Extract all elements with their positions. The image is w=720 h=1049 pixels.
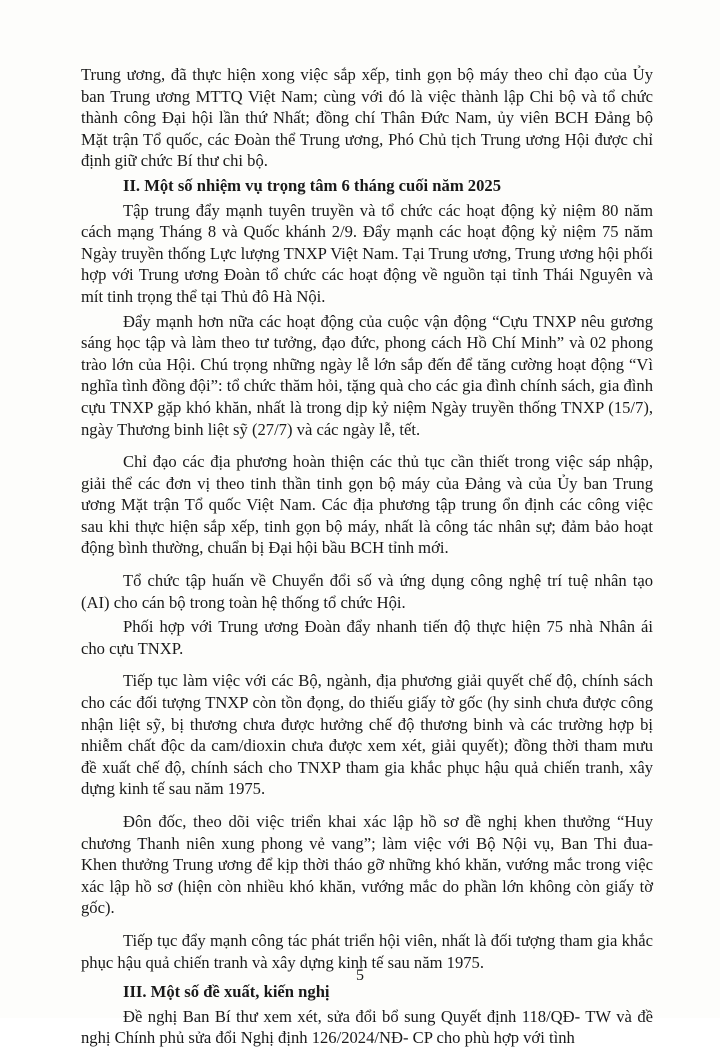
paragraph-membership: Tiếp tục đẩy mạnh công tác phát triển hội viên, nhất là đối tượng tham gia khắc phục hậu quả chiến tranh và xây dựng kinh tế sau năm 1975. [81, 930, 653, 972]
section-heading-iii: III. Một số đề xuất, kiến nghị [123, 982, 330, 1002]
paragraph-proposal: Đề nghị Ban Bí thư xem xét, sửa đổi bổ sung Quyết định 118/QĐ- TW và đề nghị Chính phủ sửa đổi Nghị định 126/2024/NĐ- CP cho phù hợp với tình [81, 1006, 653, 1048]
paragraph-charity-houses: Phối hợp với Trung ương Đoàn đẩy nhanh tiến độ thực hiện 75 nhà Nhân ái cho cựu TNXP. [81, 617, 653, 658]
paragraph-restructuring: Chỉ đạo các địa phương hoàn thiện các thủ tục cần thiết trong việc sáp nhập, giải thể các đơn vị theo tinh thần tinh gọn bộ máy của Đảng và của Ủy ban Trung ương Mặt trận Tổ quốc Việt Nam. Các địa phương tập trung ổn định các công việc sau khi thực hiện sắp xếp, tinh gọn bộ máy, nhất là công tác nhân sự; đảm bảo hoạt động bình thường, chuẩn bị Đại hội bầu BCH tỉnh mới. [81, 452, 653, 558]
paragraph-commemoration: Tập trung đẩy mạnh tuyên truyền và tổ chức các hoạt động kỷ niệm 80 năm cách mạng Tháng 8 và Quốc khánh 2/9. Đẩy mạnh các hoạt động kỷ niệm 75 năm Ngày truyền thống Lực lượng TNXP Việt Nam. Tại Trung ương, Trung ương hội phối hợp với Trung ương Đoàn tổ chức các hoạt động về nguồn tại tỉnh Thái Nguyên và mít tinh trọng thể tại Thủ đô Hà Nội. [81, 200, 653, 306]
page-number: 5 [356, 967, 364, 984]
paragraph-campaign: Đẩy mạnh hơn nữa các hoạt động của cuộc vận động “Cựu TNXP nêu gương sáng học tập và làm theo tư tưởng, đạo đức, phong cách Hồ Chí Minh” và 02 phong trào lớn của Hội. Chú trọng những ngày lễ lớn sắp đến để tăng cường hoạt động “Vì nghĩa tình đồng đội”: tổ chức thăm hỏi, tặng quà cho các gia đình chính sách, gia đình cựu TNXP gặp khó khăn, nhất là trong dịp kỷ niệm Ngày truyền thống TNXP (15/7), ngày Thương binh liệt sỹ (27/7) và các ngày lễ, tết. [81, 311, 653, 439]
paragraph-continued: Trung ương, đã thực hiện xong việc sắp xếp, tinh gọn bộ máy theo chỉ đạo của Ủy ban Trung ương MTTQ Việt Nam; cùng với đó là việc thành lập Chi bộ và tổ chức thành công Đại hội lần thứ Nhất; đồng chí Thân Đức Nam, ủy viên BCH Đảng bộ Mặt trận Tổ quốc, các Đoàn thể Trung ương, Phó Chủ tịch Trung ương Hội được chỉ định giữ chức Bí thư chi bộ. [81, 65, 653, 171]
paragraph-medal: Đôn đốc, theo dõi việc triển khai xác lập hồ sơ đề nghị khen thưởng “Huy chương Thanh niên xung phong vẻ vang”; làm việc với Bộ Nội vụ, Ban Thi đua- Khen thưởng Trung ương để kịp thời tháo gỡ những khó khăn, vướng mắc trong việc xác lập hồ sơ (hiện còn nhiều khó khăn, vướng mắc do phần lớn không còn giấy tờ gốc). [81, 812, 653, 918]
section-heading-ii: II. Một số nhiệm vụ trọng tâm 6 tháng cuối năm 2025 [123, 175, 501, 195]
paragraph-ai-training: Tổ chức tập huấn về Chuyển đổi số và ứng dụng công nghệ trí tuệ nhân tạo (AI) cho cán bộ trong toàn hệ thống tổ chức Hội. [81, 571, 653, 612]
document-body [81, 64, 653, 1049]
paragraph-policy: Tiếp tục làm việc với các Bộ, ngành, địa phương giải quyết chế độ, chính sách cho các đối tượng TNXP còn tồn đọng, do thiếu giấy tờ gốc (hy sinh chưa được công nhận liệt sỹ, bị thương chưa được hưởng chế độ thương binh và các trường hợp bị nhiễm chất độc da cam/dioxin chưa được xem xét, giải quyết); đồng thời tham mưu đề xuất chế độ, chính sách cho TNXP tham gia khắc phục hậu quả chiến tranh, xây dựng kinh tế sau năm 1975. [81, 671, 653, 799]
